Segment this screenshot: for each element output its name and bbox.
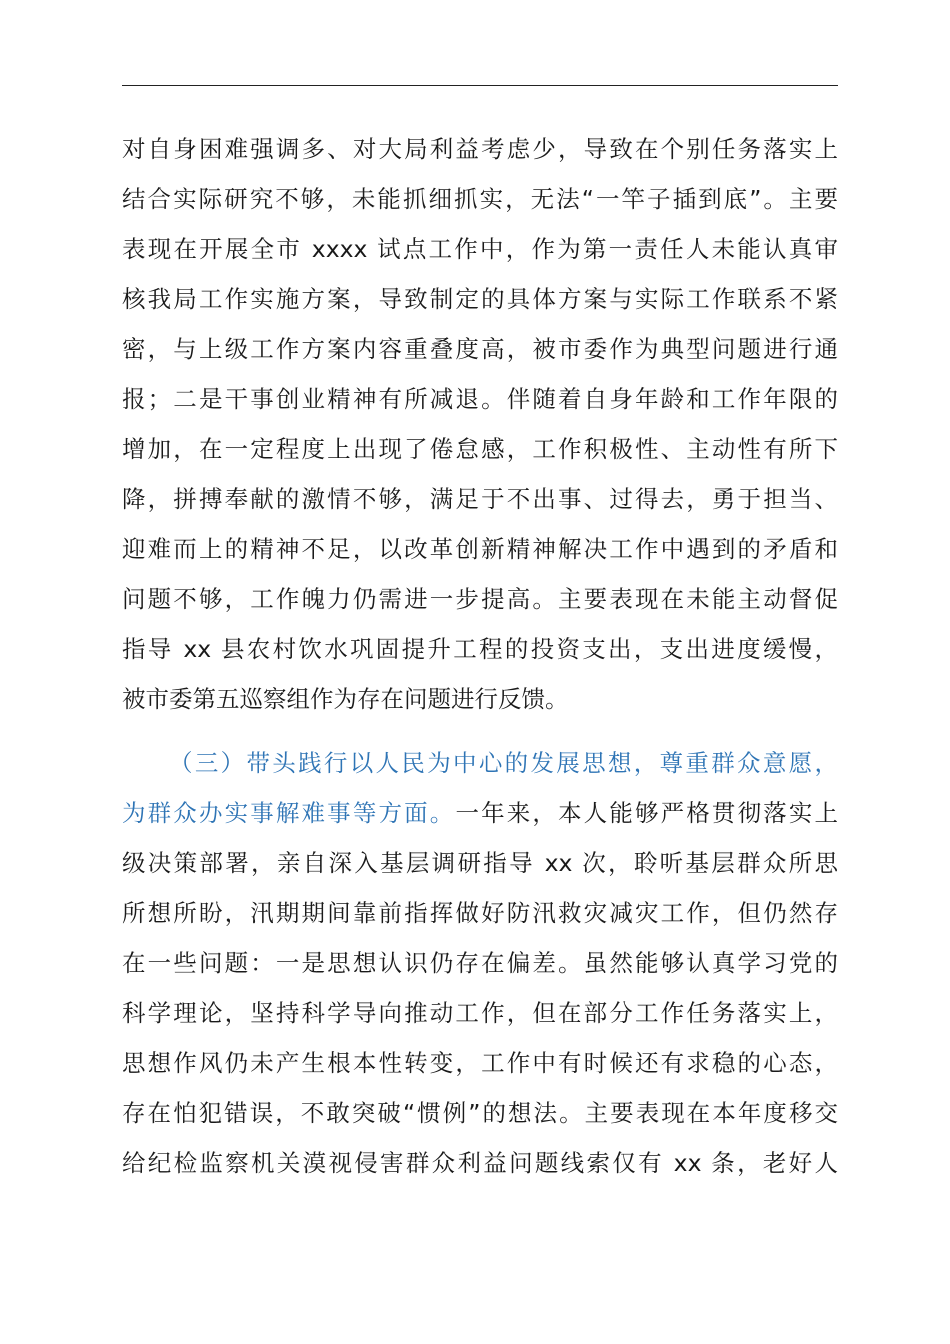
header-rule — [122, 85, 838, 86]
body-text — [122, 124, 838, 1188]
paragraph-line: 所想所盼，汛期期间靠前指挥做好防汛救灾减灾工作，但仍然存 — [122, 899, 838, 927]
paragraph-line: 科学理论，坚持科学导向推动工作，但在部分工作任务落实上， — [122, 999, 838, 1027]
paragraph-text: 一年来，本人能够严格贯彻落实上 — [455, 799, 839, 827]
paragraph-line: 降，拼搏奉献的激情不够，满足于不出事、过得去，勇于担当、 — [122, 485, 838, 513]
paragraph-line: 迎难而上的精神不足，以改革创新精神解决工作中遇到的矛盾和 — [122, 535, 838, 563]
paragraph-line: 密，与上级工作方案内容重叠度高，被市委作为典型问题进行通 — [122, 335, 838, 363]
paragraph-line: 问题不够，工作魄力仍需进一步提高。主要表现在未能主动督促 — [122, 585, 838, 613]
paragraph-line: 被市委第五巡察组作为存在问题进行反馈。 — [122, 685, 569, 713]
paragraph-line: 在一些问题：一是思想认识仍存在偏差。虽然能够认真学习党的 — [122, 949, 838, 977]
paragraph-line: 思想作风仍未产生根本性转变，工作中有时候还有求稳的心态， — [122, 1049, 838, 1077]
section-heading-line — [122, 738, 838, 788]
section-heading-text: 为群众办实事解难事等方面。 — [122, 799, 456, 827]
section-heading-text: （三）带头践行以人民为中心的发展思想，尊重群众意愿， — [169, 749, 838, 777]
paragraph-line: 指导 xx 县农村饮水巩固提升工程的投资支出，支出进度缓慢， — [122, 635, 838, 663]
paragraph-line — [122, 788, 838, 838]
paragraph-line: 表现在开展全市 xxxx 试点工作中，作为第一责任人未能认真审 — [122, 235, 838, 263]
paragraph-line: 给纪检监察机关漠视侵害群众利益问题线索仅有 xx 条，老好人 — [122, 1149, 838, 1177]
paragraph-line: 增加，在一定程度上出现了倦怠感，工作积极性、主动性有所下 — [122, 435, 838, 463]
paragraph-line: 核我局工作实施方案，导致制定的具体方案与实际工作联系不紧 — [122, 285, 838, 313]
paragraph-line: 报；二是干事创业精神有所减退。伴随着自身年龄和工作年限的 — [122, 385, 838, 413]
paragraph-gap — [122, 724, 838, 738]
paragraph-line: 存在怕犯错误，不敢突破“惯例”的想法。主要表现在本年度移交 — [122, 1099, 838, 1127]
paragraph-line: 对自身困难强调多、对大局利益考虑少，导致在个别任务落实上 — [122, 135, 838, 163]
paragraph-line: 结合实际研究不够，未能抓细抓实，无法“一竿子插到底”。主要 — [122, 185, 838, 213]
paragraph-line: 级决策部署，亲自深入基层调研指导 xx 次，聆听基层群众所思 — [122, 849, 838, 877]
